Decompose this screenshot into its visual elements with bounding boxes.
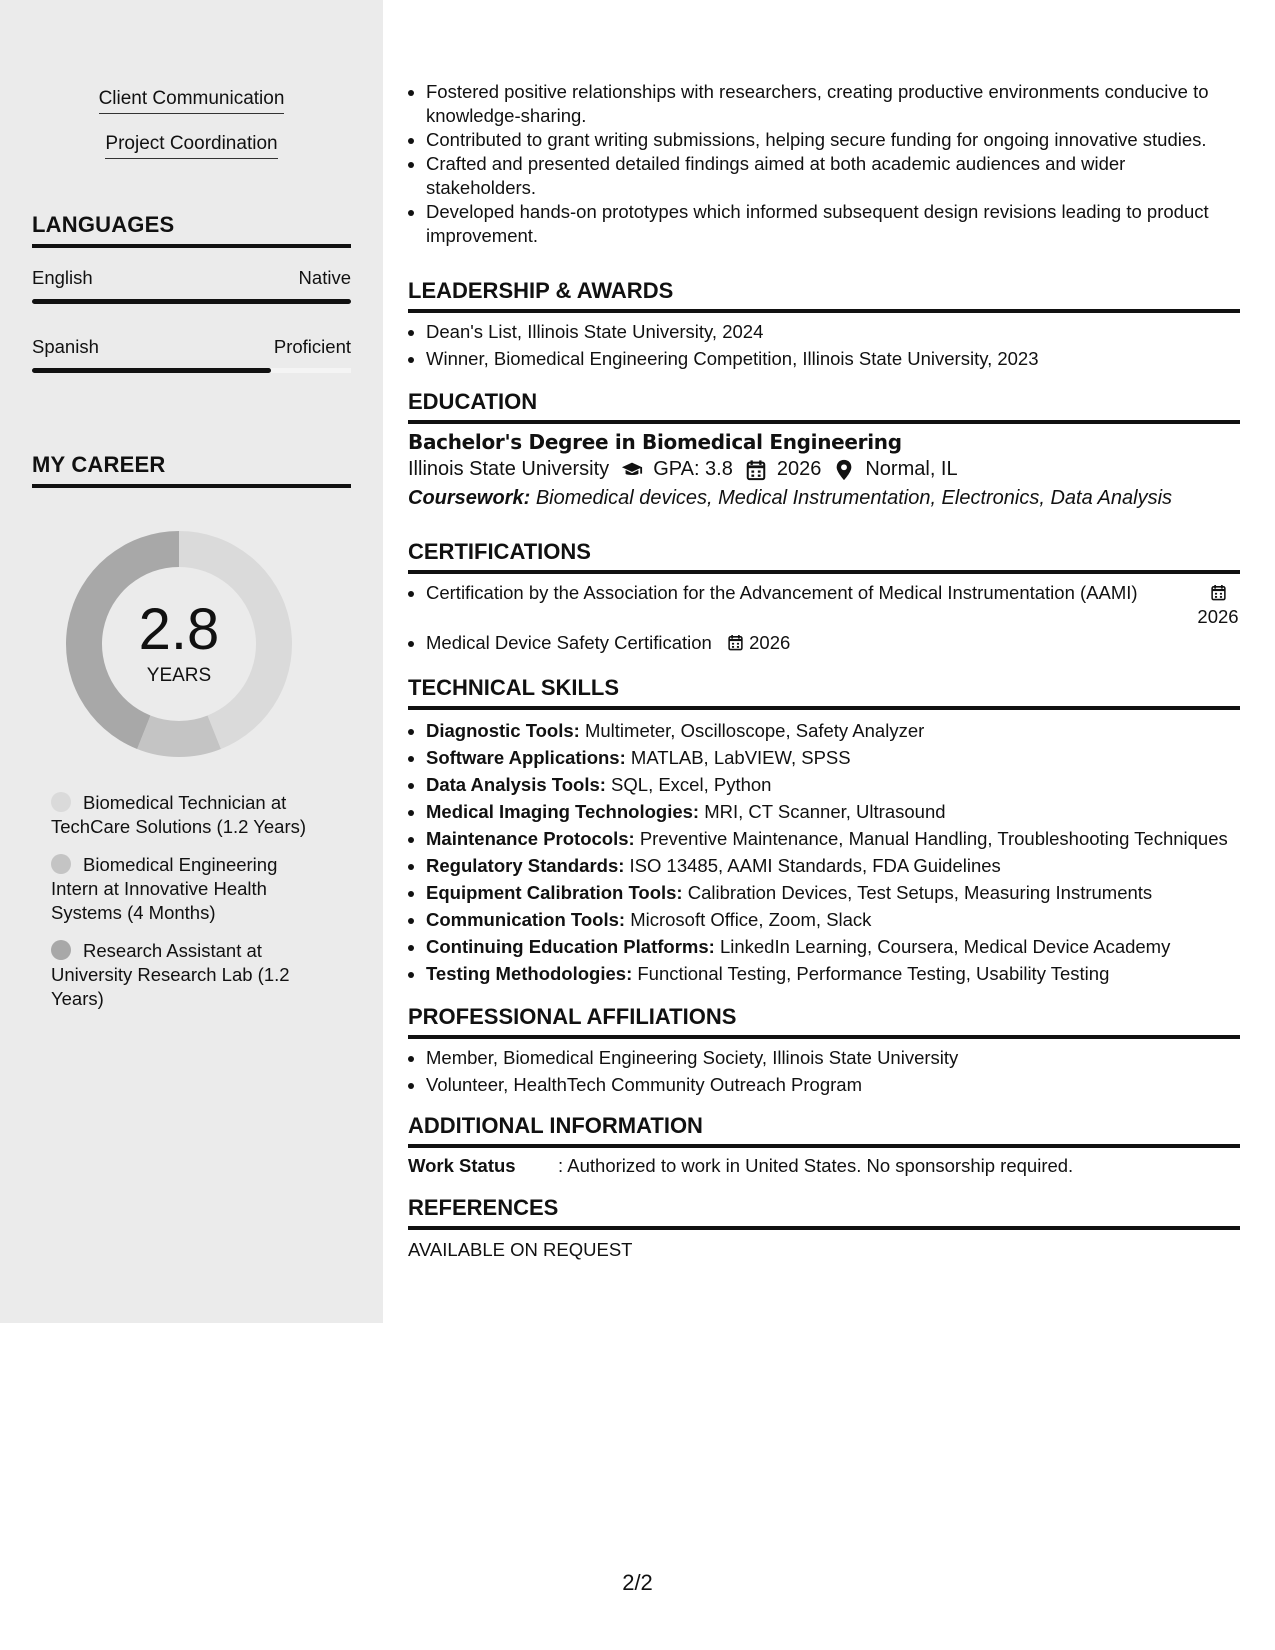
degree-title: Bachelor's Degree in Biomedical Engineering xyxy=(408,430,902,454)
affiliations-list xyxy=(408,1044,1240,1098)
skill-item xyxy=(426,879,1240,906)
skill-value: SQL, Excel, Python xyxy=(611,774,772,795)
certification-name: Medical Device Safety Certification xyxy=(426,632,712,653)
skill-tag-label: Project Coordination xyxy=(105,133,277,159)
language-bar xyxy=(32,368,351,373)
skill-value: Functional Testing, Performance Testing, Usability Testing xyxy=(637,963,1110,984)
skill-value: LinkedIn Learning, Coursera, Medical Device Academy xyxy=(719,936,1171,957)
career-total-unit: YEARS xyxy=(146,665,212,686)
legend-dot xyxy=(51,854,71,874)
languages-heading: LANGUAGES xyxy=(32,212,351,248)
experience-bullet: • Contributed to grant writing submissions, helping secure funding for ongoing innovative studies. xyxy=(426,128,1240,152)
affiliations-heading: PROFESSIONAL AFFILIATIONS xyxy=(408,1004,1240,1039)
page-number: 2/2 xyxy=(622,1570,653,1595)
career-legend-item xyxy=(51,939,321,1011)
certifications-heading: CERTIFICATIONS xyxy=(408,539,1240,574)
skill-item xyxy=(426,852,1240,879)
skill-value: Multimeter, Oscilloscope, Safety Analyzer xyxy=(584,720,925,741)
experience-bullet: • Crafted and presented detailed findings aimed at both academic audiences and wider stakeholders. xyxy=(426,152,1240,200)
language-name: Spanish xyxy=(32,336,99,357)
calendar-icon xyxy=(1210,583,1227,602)
certification-year: 2026 xyxy=(749,632,791,653)
legend-dot xyxy=(51,940,71,960)
skill-item xyxy=(426,933,1240,960)
skill-label: Equipment Calibration Tools: xyxy=(426,882,683,903)
calendar-icon xyxy=(745,459,767,481)
skill-tag xyxy=(0,133,383,159)
leadership-heading: LEADERSHIP & AWARDS xyxy=(408,278,1240,313)
references-text: AVAILABLE ON REQUEST xyxy=(408,1239,633,1260)
certification-item xyxy=(426,631,1240,655)
skill-value: Calibration Devices, Test Setups, Measuring Instruments xyxy=(687,882,1153,903)
work-status-label: Work Status xyxy=(408,1155,516,1176)
affiliation-item: • Volunteer, HealthTech Community Outreach Program xyxy=(426,1071,1240,1098)
skill-label: Testing Methodologies: xyxy=(426,963,633,984)
graduation-year: 2026 xyxy=(776,458,822,480)
skill-item xyxy=(426,744,1240,771)
skill-label: Diagnostic Tools: xyxy=(426,720,580,741)
experience-bullet: • Developed hands-on prototypes which informed subsequent design revisions leading to product improvement. xyxy=(426,200,1240,248)
skill-label: Regulatory Standards: xyxy=(426,855,625,876)
skill-label: Continuing Education Platforms: xyxy=(426,936,715,957)
career-legend-item xyxy=(51,853,321,925)
references-heading: REFERENCES xyxy=(408,1195,1240,1230)
skill-item xyxy=(426,906,1240,933)
language-bar xyxy=(32,299,351,304)
coursework-label: Coursework: xyxy=(408,487,531,509)
certification-year: 2026 xyxy=(1197,606,1239,627)
graduation-cap-icon xyxy=(621,459,643,481)
skill-label: Software Applications: xyxy=(426,747,626,768)
skill-item xyxy=(426,825,1240,852)
calendar-icon xyxy=(727,633,744,652)
language-row xyxy=(32,267,351,289)
coursework xyxy=(408,487,1240,510)
career-donut-center xyxy=(66,531,292,757)
gpa: GPA: 3.8 xyxy=(653,458,733,480)
skill-tag-label: Client Communication xyxy=(99,88,285,114)
skill-label: Medical Imaging Technologies: xyxy=(426,801,700,822)
skill-item xyxy=(426,960,1240,987)
certifications-list xyxy=(408,581,1240,655)
work-status-value: : Authorized to work in United States. No sponsorship required. xyxy=(558,1155,1074,1176)
legend-dot xyxy=(51,792,71,812)
skill-label: Communication Tools: xyxy=(426,909,626,930)
career-total-value: 2.8 xyxy=(138,597,220,662)
additional-info-heading: ADDITIONAL INFORMATION xyxy=(408,1113,1240,1148)
language-row xyxy=(32,336,351,358)
location-pin-icon xyxy=(833,459,855,481)
certification-item xyxy=(426,581,1240,629)
technical-skills-list xyxy=(408,717,1240,987)
work-status xyxy=(408,1155,1240,1177)
language-bar-fill xyxy=(32,368,271,373)
skill-value: Preventive Maintenance, Manual Handling, Troubleshooting Techniques xyxy=(639,828,1228,849)
certification-date xyxy=(1196,581,1240,629)
career-legend-text: Research Assistant at University Research Lab (1.2 Years) xyxy=(51,940,290,1009)
education-entry xyxy=(408,430,1240,510)
skill-item xyxy=(426,798,1240,825)
language-level: Proficient xyxy=(273,336,351,357)
skill-value: MRI, CT Scanner, Ultrasound xyxy=(704,801,946,822)
skill-item xyxy=(426,771,1240,798)
skill-value: Microsoft Office, Zoom, Slack xyxy=(630,909,872,930)
skill-label: Maintenance Protocols: xyxy=(426,828,635,849)
skill-value: ISO 13485, AAMI Standards, FDA Guidelines xyxy=(629,855,1001,876)
skill-item xyxy=(426,717,1240,744)
language-bar-fill xyxy=(32,299,351,304)
affiliation-item: • Member, Biomedical Engineering Society, Illinois State University xyxy=(426,1044,1240,1071)
school-location: Normal, IL xyxy=(865,458,958,480)
experience-bullets xyxy=(408,80,1240,248)
sidebar xyxy=(0,0,383,1323)
education-heading: EDUCATION xyxy=(408,389,1240,424)
technical-skills-heading: TECHNICAL SKILLS xyxy=(408,675,1240,710)
language-name: English xyxy=(32,267,93,288)
language-level: Native xyxy=(298,267,351,288)
skill-tag xyxy=(0,88,383,114)
career-legend-item xyxy=(51,791,321,839)
leadership-list xyxy=(408,320,1240,371)
school-name: Illinois State University xyxy=(408,458,610,480)
career-legend-text: Biomedical Engineering Intern at Innovative Health Systems (4 Months) xyxy=(51,854,278,923)
career-legend-text: Biomedical Technician at TechCare Solutions (1.2 Years) xyxy=(51,792,307,837)
award-item: • Dean's List, Illinois State University, 2024 xyxy=(426,320,1240,344)
award-item: • Winner, Biomedical Engineering Competition, Illinois State University, 2023 xyxy=(426,347,1240,371)
skill-label: Data Analysis Tools: xyxy=(426,774,606,795)
coursework-list: Biomedical devices, Medical Instrumentation, Electronics, Data Analysis xyxy=(535,487,1173,509)
skill-value: MATLAB, LabVIEW, SPSS xyxy=(630,747,851,768)
certification-name: • Certification by the Association for the Advancement of Medical Instrumentation (AAMI) xyxy=(426,582,1138,603)
career-heading: MY CAREER xyxy=(32,452,351,488)
education-details xyxy=(408,458,1240,481)
experience-bullet: • Fostered positive relationships with researchers, creating productive environments conducive to knowledge-sharing. xyxy=(426,80,1240,128)
